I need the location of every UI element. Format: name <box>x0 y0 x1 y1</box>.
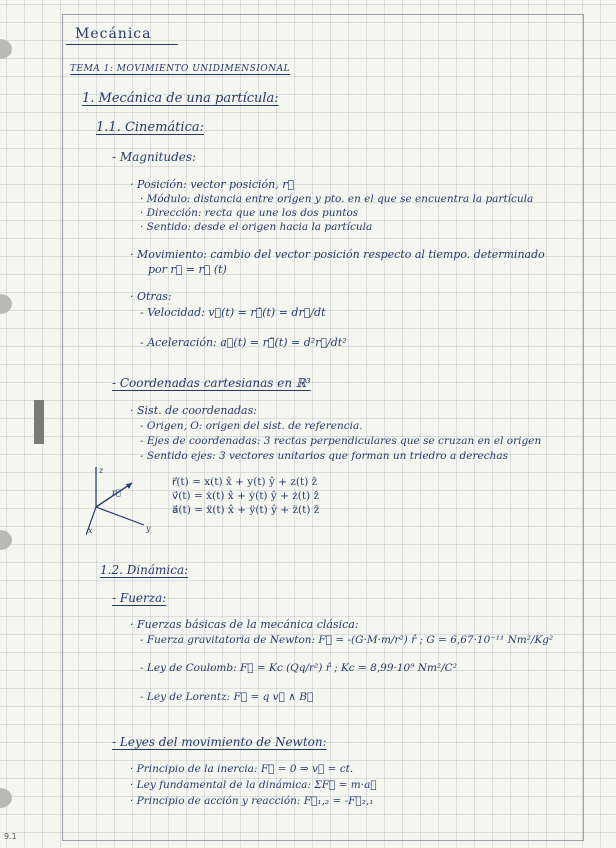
lorentz-equation: - Ley de Lorentz: F⃗ = q v⃗ ∧ B⃗ <box>140 691 314 703</box>
sentido-ejes-line: - Sentido ejes: 3 vectores unitarios que forman un triedro a derechas <box>140 450 509 462</box>
velocidad-equation: - Velocidad: v⃗(t) = r⃗̇(t) = dr⃗/dt <box>140 306 326 319</box>
otras-line: · Otras: <box>130 290 172 303</box>
accion-reaccion-line: · Principio de acción y reacción: F⃗₁,₂ = -F⃗₂,₁ <box>130 795 374 807</box>
section-1-2-heading: 1.2. Dinámica: <box>100 563 189 577</box>
tema-heading: TEMA 1: MOVIMIENTO UNIDIMENSIONAL <box>70 64 291 74</box>
modulo-line: · Módulo: distancia entre origen y pto. en el que se encuentra la partícula <box>140 193 534 205</box>
binder-hole <box>0 530 12 550</box>
magnitudes-heading: - Magnitudes: <box>112 150 197 164</box>
page-number: 9.1 <box>4 832 17 841</box>
fuerzas-basicas-line: · Fuerzas básicas de la mecánica clásica: <box>130 618 359 631</box>
sentido-line: · Sentido: desde el origen hacia la partícula <box>140 221 373 233</box>
binder-hole <box>0 294 12 314</box>
newton-gravity-equation: - Fuerza gravitatoria de Newton: F⃗ = -(G·M·m/r²) r̂ ; G = 6,67·10⁻¹¹ Nm²/Kg² <box>140 634 554 646</box>
inercia-line: · Principio de la inercia: F⃗ = 0 ⇒ v⃗ = ct. <box>130 763 354 775</box>
section-1-heading: 1. Mecánica de una partícula: <box>82 91 279 106</box>
axis-y-label: y <box>146 524 151 533</box>
margin-stamp <box>34 400 44 444</box>
binder-hole <box>0 39 12 59</box>
sistema-line: · Sist. de coordenadas: <box>130 404 257 417</box>
page-title: Mecánica <box>75 26 152 42</box>
vector-r-label: r⃗ <box>112 488 121 497</box>
movimiento-line-1: · Movimiento: cambio del vector posición respecto al tiempo. determinado <box>130 248 545 261</box>
fuerza-heading: - Fuerza: <box>112 591 167 605</box>
title-underline <box>66 44 178 45</box>
aceleracion-equation: - Aceleración: a⃗(t) = r⃗̈(t) = d²r⃗/dt² <box>140 336 347 349</box>
axis-x-label: x <box>88 526 93 535</box>
position-equation: r⃗(t) = x(t) x̂ + y(t) ŷ + z(t) ẑ <box>172 476 318 488</box>
direccion-line: · Dirección: recta que une los dos puntos <box>140 207 359 219</box>
origen-line: - Origen, O: origen del sist. de referencia. <box>140 420 363 432</box>
movimiento-line-2: por r⃗ = r⃗ (t) <box>148 263 227 276</box>
section-1-1-heading: 1.1. Cinemática: <box>96 120 204 135</box>
posicion-line: · Posición: vector posición, r⃗ <box>130 178 295 191</box>
coordinate-axes-diagram <box>86 465 156 537</box>
cartesianas-heading: - Coordenadas cartesianas en ℝ³ <box>112 376 311 390</box>
y-axis-line <box>96 507 144 525</box>
velocity-equation: v⃗(t) = ẋ(t) x̂ + ẏ(t) ŷ + ż(t) ẑ <box>172 490 320 502</box>
coulomb-equation: - Ley de Coulomb: F⃗ = Kc (Qq/r²) r̂ ; Kc = 8,99·10⁹ Nm²/C² <box>140 662 457 674</box>
ejes-line: - Ejes de coordenadas: 3 rectas perpendiculares que se cruzan en el origen <box>140 435 542 447</box>
ley-fundamental-line: · Ley fundamental de la dinámica: ΣF⃗ = m·a⃗ <box>130 779 377 791</box>
binder-hole <box>0 788 12 808</box>
acceleration-equation: a⃗(t) = ẍ(t) x̂ + ÿ(t) ŷ + z̈(t) ẑ <box>172 504 320 516</box>
leyes-newton-heading: - Leyes del movimiento de Newton: <box>112 735 327 749</box>
axis-z-label: z <box>99 466 104 475</box>
